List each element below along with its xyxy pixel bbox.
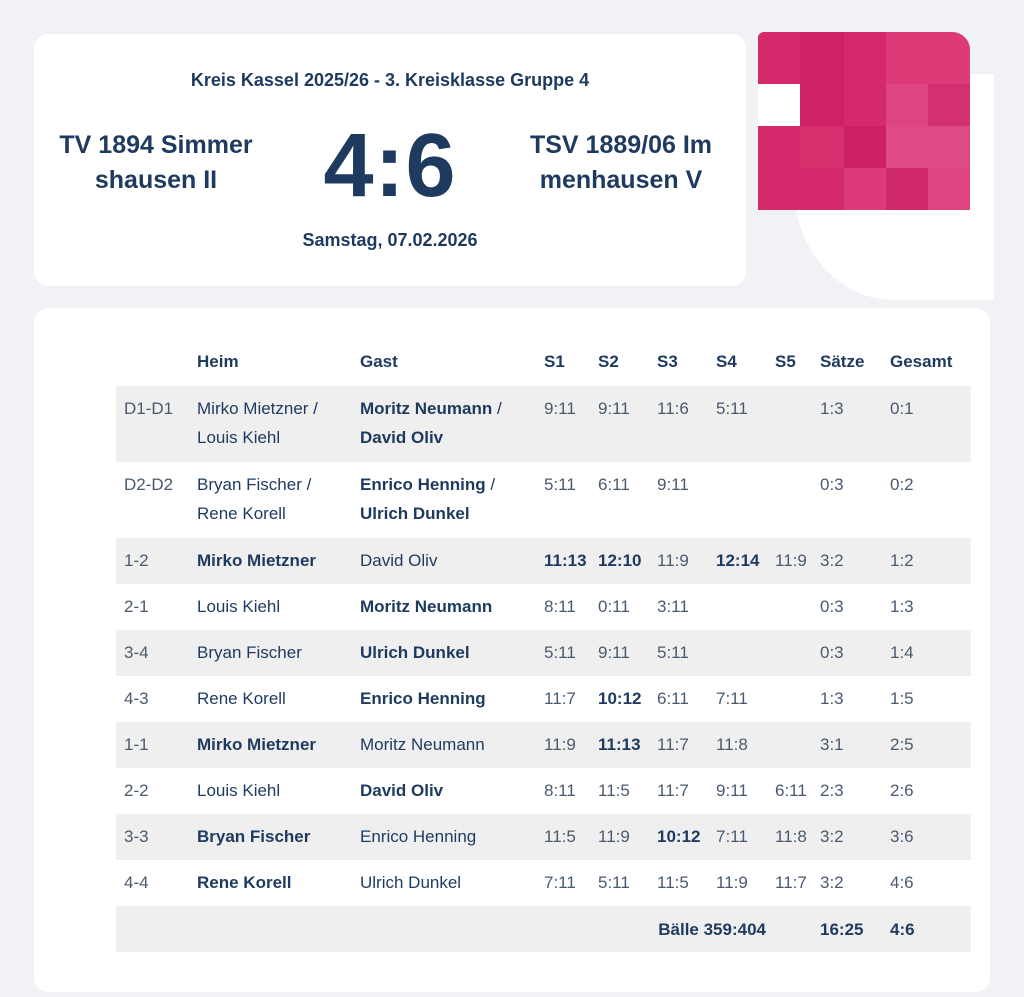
set-2: 5:11 [598, 873, 630, 892]
set-2: 9:11 [594, 630, 653, 676]
guest-team-name[interactable] [501, 128, 741, 198]
set-4: 5:11 [712, 386, 771, 462]
col-header-gast: Gast [360, 352, 398, 371]
sets-total: 0:3 [820, 475, 844, 494]
table-row [116, 386, 971, 462]
home-player[interactable]: Bryan Fischer [193, 630, 356, 676]
col-header-s2: S2 [598, 352, 619, 371]
col-header-s4: S4 [716, 352, 737, 371]
match-header-card [34, 34, 746, 286]
sets-total: 0:3 [820, 597, 844, 616]
set-4: 7:11 [712, 814, 771, 860]
table-row [116, 538, 971, 584]
running-total: 3:6 [886, 814, 971, 860]
set-1: 8:11 [544, 781, 576, 800]
set-3: 11:6 [653, 386, 712, 462]
set-4: 11:8 [712, 722, 771, 768]
set-3: 11:7 [657, 781, 689, 800]
running-total: 1:5 [890, 689, 914, 708]
home-player: Louis Kiehl [197, 428, 281, 447]
home-player[interactable]: Rene Korell [197, 873, 292, 892]
set-2: 11:5 [598, 781, 630, 800]
set-2: 10:12 [598, 689, 642, 708]
total-summary: 4:6 [886, 906, 971, 952]
col-header-saetze: Sätze [820, 352, 865, 371]
set-5: 11:9 [771, 538, 816, 584]
set-4: 11:9 [716, 873, 748, 892]
guest-player[interactable]: Ulrich Dunkel [356, 630, 540, 676]
home-team-line-2: shausen II [94, 166, 218, 194]
guest-players[interactable] [356, 386, 540, 462]
sets-summary: 16:25 [816, 906, 886, 952]
set-1: 5:11 [540, 630, 594, 676]
match-id: D1-D1 [116, 386, 193, 462]
home-player[interactable]: Mirko Mietzner [193, 538, 356, 584]
set-4 [712, 462, 771, 538]
set-1: 9:11 [540, 386, 594, 462]
table-row [116, 768, 971, 814]
set-3: 11:5 [657, 873, 689, 892]
sets-total: 3:2 [816, 814, 886, 860]
guest-team-line-1: TSV 1889/06 Im [529, 131, 713, 159]
set-5 [771, 630, 816, 676]
match-id: D2-D2 [124, 475, 174, 494]
guest-player[interactable]: Enrico Henning [356, 814, 540, 860]
set-1: 11:5 [540, 814, 594, 860]
set-4: 9:11 [716, 781, 748, 800]
set-3: 3:11 [657, 597, 689, 616]
set-5 [771, 676, 816, 722]
table-row [116, 462, 971, 538]
summary-row [116, 906, 971, 952]
set-2: 6:11 [598, 475, 630, 494]
sets-total: 1:3 [816, 386, 886, 462]
set-1: 11:9 [540, 722, 594, 768]
running-total: 1:3 [890, 597, 914, 616]
club-logo-area [758, 32, 992, 300]
guest-player[interactable]: David Oliv [360, 781, 444, 800]
match-id: 4-3 [124, 689, 149, 708]
match-id: 2-1 [124, 597, 149, 616]
table-row [116, 630, 971, 676]
guest-player[interactable]: David Oliv [356, 538, 540, 584]
home-player: Mirko Mietzner / [197, 399, 318, 418]
set-3: 5:11 [653, 630, 712, 676]
home-player[interactable]: Louis Kiehl [197, 781, 281, 800]
set-5 [771, 386, 816, 462]
home-player: Bryan Fischer / [197, 475, 312, 494]
set-5: 11:8 [771, 814, 816, 860]
set-1: 8:11 [544, 597, 576, 616]
sets-total: 3:2 [820, 873, 844, 892]
col-header-gesamt: Gesamt [890, 352, 953, 371]
set-2: 11:13 [594, 722, 653, 768]
running-total: 2:6 [890, 781, 914, 800]
col-header-s5: S5 [775, 352, 796, 371]
results-card [34, 308, 990, 992]
guest-team-line-2: menhausen V [539, 166, 703, 194]
set-3: 10:12 [653, 814, 712, 860]
home-player: Rene Korell [197, 504, 286, 523]
results-table [116, 338, 971, 952]
guest-player[interactable]: Ulrich Dunkel [360, 873, 462, 892]
running-total: 1:4 [886, 630, 971, 676]
guest-player[interactable]: Enrico Henning [360, 689, 486, 708]
sets-total: 2:3 [820, 781, 844, 800]
guest-player: Enrico Henning [360, 475, 486, 494]
set-5 [771, 584, 816, 630]
set-1: 5:11 [544, 475, 576, 494]
home-player[interactable]: Mirko Mietzner [193, 722, 356, 768]
club-logo-icon [758, 32, 970, 210]
balls-total: Bälle 359:404 [658, 919, 766, 939]
set-2: 0:11 [598, 597, 630, 616]
set-3: 11:9 [653, 538, 712, 584]
set-5 [771, 462, 816, 538]
home-players[interactable] [193, 462, 356, 538]
guest-player: Moritz Neumann [360, 399, 493, 418]
col-header-match [116, 338, 193, 386]
match-id: 3-3 [116, 814, 193, 860]
guest-player: David Oliv [360, 428, 444, 447]
set-3: 9:11 [657, 475, 689, 494]
set-4: 12:14 [712, 538, 771, 584]
home-player[interactable]: Bryan Fischer [193, 814, 356, 860]
col-header-s1: S1 [544, 352, 565, 371]
sets-total: 1:3 [820, 689, 844, 708]
running-total: 0:1 [886, 386, 971, 462]
table-row [116, 814, 971, 860]
match-id: 3-4 [116, 630, 193, 676]
set-2: 12:10 [594, 538, 653, 584]
set-4 [712, 630, 771, 676]
league-title: Kreis Kassel 2025/26 - 3. Kreisklasse Gruppe 4 [190, 70, 590, 90]
set-2: 9:11 [594, 386, 653, 462]
sets-total: 3:2 [816, 538, 886, 584]
col-header-s3: S3 [657, 352, 678, 371]
guest-player: Ulrich Dunkel [360, 504, 470, 523]
match-id: 2-2 [124, 781, 149, 800]
set-4 [712, 584, 771, 630]
set-5: 6:11 [775, 781, 807, 800]
match-date: Samstag, 07.02.2026 [302, 230, 478, 250]
set-2: 11:9 [594, 814, 653, 860]
set-5 [771, 722, 816, 768]
player-separator: / [492, 399, 502, 418]
match-id: 1-1 [116, 722, 193, 768]
guest-player[interactable]: Moritz Neumann [360, 597, 493, 616]
match-id: 1-2 [116, 538, 193, 584]
running-total: 2:5 [886, 722, 971, 768]
table-row [116, 676, 971, 722]
set-1: 11:13 [540, 538, 594, 584]
match-id: 4-4 [124, 873, 149, 892]
sets-total: 0:3 [816, 630, 886, 676]
table-row [116, 860, 971, 906]
guest-player[interactable]: Moritz Neumann [356, 722, 540, 768]
set-1: 7:11 [544, 873, 576, 892]
home-player[interactable]: Louis Kiehl [197, 597, 281, 616]
guest-players[interactable] [356, 462, 540, 538]
set-5: 11:7 [775, 873, 807, 892]
running-total: 4:6 [890, 873, 914, 892]
home-player[interactable]: Rene Korell [197, 689, 286, 708]
home-players[interactable] [193, 386, 356, 462]
table-row [116, 722, 971, 768]
home-team-line-1: TV 1894 Simmer [59, 131, 253, 159]
table-header-row [116, 338, 971, 386]
match-score: 4:6 [323, 116, 457, 216]
set-4: 7:11 [716, 689, 748, 708]
sets-total: 3:1 [816, 722, 886, 768]
col-header-heim: Heim [197, 352, 239, 371]
set-3: 11:7 [653, 722, 712, 768]
table-row [116, 584, 971, 630]
balls-summary [116, 906, 816, 952]
running-total: 0:2 [890, 475, 914, 494]
set-3: 6:11 [657, 689, 689, 708]
player-separator: / [485, 475, 496, 494]
set-1: 11:7 [544, 689, 576, 708]
running-total: 1:2 [886, 538, 971, 584]
